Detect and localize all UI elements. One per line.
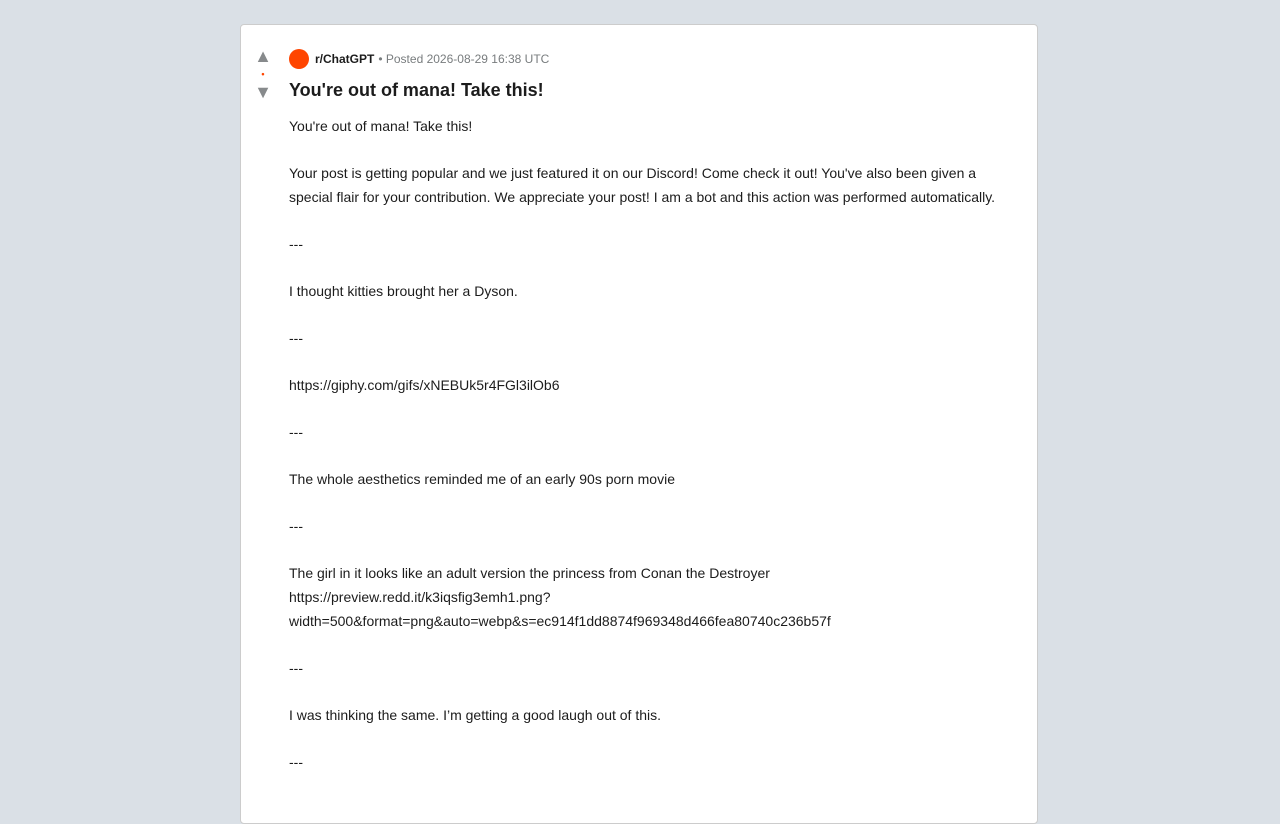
divider-text: --- — [289, 236, 303, 252]
body-paragraph: You're out of mana! Take this! — [289, 118, 473, 134]
post-content — [289, 49, 1009, 797]
vote-score: • — [261, 69, 265, 79]
body-link[interactable]: https://giphy.com/gifs/xNEBUk5r4FGl3ilOb6 — [289, 377, 560, 393]
subreddit-icon[interactable] — [289, 49, 309, 69]
post-meta — [289, 49, 1009, 69]
body-paragraph: Your post is getting popular and we just featured it on our Discord! Come check it out! You've also been given a special flair for your contribution. We appreciate your post! I am a bot and this action was performed automatically. — [289, 165, 996, 205]
vote-column — [241, 47, 285, 101]
post-card — [240, 24, 1038, 824]
body-paragraph: I thought kitties brought her a Dyson. — [289, 283, 518, 299]
post-body — [289, 114, 1009, 774]
divider-text: --- — [289, 660, 303, 676]
divider-text: --- — [289, 518, 303, 534]
divider-text: --- — [289, 754, 303, 770]
subreddit-name[interactable]: r/ChatGPT — [315, 52, 375, 66]
body-paragraph: The girl in it looks like an adult version the princess from Conan the Destroyer https://preview.redd.it/k3iqsfig3emh1.png? width=500&format=png&auto=webp&s=ec914f1dd8874f969348d466fea80740c236b57f — [289, 565, 831, 629]
divider-text: --- — [289, 330, 303, 346]
upvote-icon[interactable]: ▲ — [254, 46, 272, 66]
downvote-icon[interactable]: ▼ — [254, 82, 272, 102]
post-timestamp: • Posted 2026-08-29 16:38 UTC — [378, 52, 550, 66]
body-paragraph: The whole aesthetics reminded me of an early 90s porn movie — [289, 471, 675, 487]
body-paragraph: I was thinking the same. I’m getting a good laugh out of this. — [289, 707, 661, 723]
post-title[interactable]: You're out of mana! Take this! — [289, 80, 544, 100]
divider-text: --- — [289, 424, 303, 440]
